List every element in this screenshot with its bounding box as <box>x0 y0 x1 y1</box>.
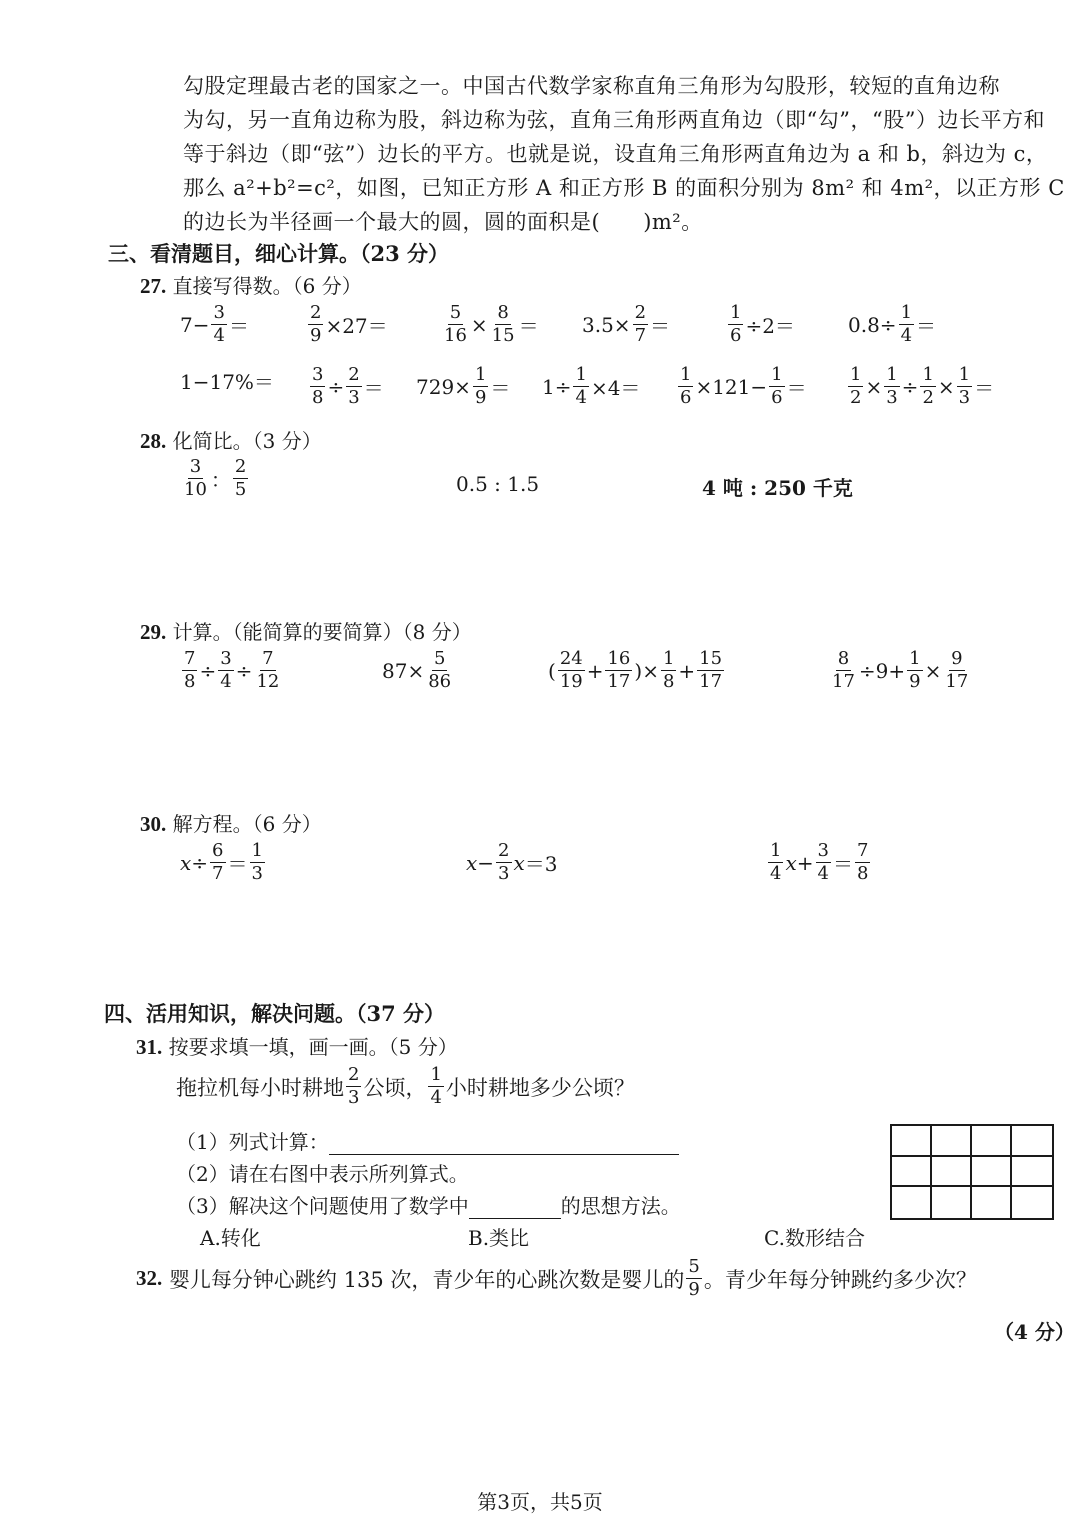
q28-number: 28. <box>140 429 167 453</box>
q27-expr-1: 7− $\frac{3}{4}$ ＝ <box>180 302 249 346</box>
q27-expr-11: $\frac{1}{6}$ ×121− $\frac{1}{6}$ ＝ <box>680 364 807 408</box>
q28-item-3: 4 吨 : 250 千克 <box>702 476 853 500</box>
intro-line-1: 勾股定理最古老的国家之一。中国古代数学家称直角三角形为勾股形，较短的直角边称 <box>183 74 1000 98</box>
q30-eq-3: $\frac{1}{4}$ x + $\frac{3}{4}$ ＝ $\frac{7}{8}$ <box>770 840 869 884</box>
q31-heading <box>136 1031 458 1060</box>
q30-heading <box>140 808 322 837</box>
q27-expr-5: $\frac{1}{6}$ ÷2＝ <box>730 302 795 346</box>
grid-cell <box>932 1157 972 1188</box>
grid-cell <box>892 1157 932 1188</box>
q27-expr-4: 3.5× $\frac{2}{7}$ ＝ <box>582 302 671 346</box>
intro-line-3: 等于斜边（即“弦”）边长的平方。也就是说，设直角三角形两直角边为 a 和 b，斜边为 c， <box>183 142 1048 166</box>
grid-cell <box>932 1126 972 1157</box>
q27-expr-12: $\frac{1}{2}$ × $\frac{1}{3}$ ÷ $\frac{1}{2}$ × $\frac{1}{3}$ ＝ <box>850 364 995 408</box>
q29-number: 29. <box>140 620 167 644</box>
intro-line-5: 的边长为半径画一个最大的圆，圆的面积是( )m²。 <box>183 210 703 234</box>
q27-number: 27. <box>140 274 167 298</box>
grid-cell <box>972 1157 1012 1188</box>
q27-expr-10: 1÷ $\frac{1}{4}$ ×4＝ <box>542 364 641 408</box>
q28-item-1: $\frac{3}{10}$ ： $\frac{2}{5}$ <box>184 456 247 500</box>
q29-title: 计算。（能简算的要简算）（8 分） <box>172 620 472 644</box>
q31-stem-b: 公顷， <box>363 1075 427 1100</box>
q27-expr-2: $\frac{2}{9}$ ×27＝ <box>310 302 388 346</box>
q29-expr-1: $\frac{7}{8}$ ÷ $\frac{3}{4}$ ÷ $\frac{7}{12}$ <box>184 648 280 692</box>
q32-text-b: 。青少年每分钟跳约多少次？ <box>703 1267 977 1292</box>
q31-stem-a: 拖拉机每小时耕地 <box>176 1075 344 1100</box>
q31-option-c[interactable]: C.数形结合 <box>764 1226 865 1250</box>
grid-cell <box>972 1126 1012 1157</box>
q32-score: （4 分） <box>994 1320 1075 1344</box>
q31-title: 按要求填一填，画一画。（5 分） <box>168 1035 458 1059</box>
q32-text-a: 婴儿每分钟心跳约 135 次，青少年的心跳次数是婴儿的 <box>168 1267 685 1292</box>
q31-option-b[interactable]: B.类比 <box>468 1226 530 1250</box>
grid-cell <box>1012 1187 1052 1218</box>
q30-eq-2: x − $\frac{2}{3}$ x ＝3 <box>466 840 558 884</box>
q27-expr-3: $\frac{5}{16}$ × $\frac{8}{15}$ ＝ <box>444 302 539 346</box>
q31-sub-1 <box>176 1126 679 1155</box>
q28-title: 化简比。（3 分） <box>172 429 322 453</box>
q31-sub-2: （2）请在右图中表示所列算式。 <box>176 1162 469 1186</box>
grid-cell <box>892 1126 932 1157</box>
grid-cell <box>1012 1157 1052 1188</box>
q31-option-a[interactable]: A.转化 <box>200 1226 261 1250</box>
q31-sub-1-label: （1）列式计算： <box>176 1130 329 1154</box>
q27-expr-7: 1−17%＝ <box>180 370 274 394</box>
q27-heading <box>140 270 362 299</box>
q28-heading <box>140 425 322 454</box>
grid-cell <box>892 1187 932 1218</box>
q32-number: 32. <box>136 1266 163 1290</box>
q30-number: 30. <box>140 812 167 836</box>
q27-expr-6: 0.8÷ $\frac{1}{4}$ ＝ <box>848 302 937 346</box>
q31-stem-c: 小时耕地多少公顷？ <box>445 1075 635 1100</box>
q31-sub-3-b: 的思想方法。 <box>560 1194 681 1218</box>
q31-sub-3 <box>176 1190 681 1219</box>
q29-expr-4: $\frac{8}{17}$ ÷9+ $\frac{1}{9}$ × $\frac{9}{17}$ <box>832 648 969 692</box>
q31-stem: 拖拉机每小时耕地 $\frac{2}{3}$ 公顷， $\frac{1}{4}$ 小时耕地多少公顷？ <box>176 1064 635 1108</box>
q31-method-blank[interactable] <box>469 1200 561 1219</box>
q31-grid-figure <box>890 1124 1054 1220</box>
q32-text: 32. 婴儿每分钟心跳约 135 次，青少年的心跳次数是婴儿的 $\frac{5}{9}$ 。青少年每分钟跳约多少次？ <box>136 1256 977 1300</box>
q29-heading <box>140 616 472 645</box>
q27-expr-8: $\frac{3}{8}$ ÷ $\frac{2}{3}$ ＝ <box>312 364 384 408</box>
grid-cell <box>1012 1126 1052 1157</box>
q27-expr-9: 729× $\frac{1}{9}$ ＝ <box>416 364 511 408</box>
q31-answer-line[interactable] <box>329 1136 679 1155</box>
section-3-title: 三、看清题目，细心计算。（23 分） <box>108 241 450 266</box>
q28-item-2: 0.5 : 1.5 <box>456 472 540 496</box>
intro-line-4: 那么 a²+b²=c²，如图，已知正方形 A 和正方形 B 的面积分别为 8m² 和 4m²，以正方形 C <box>183 176 1065 200</box>
q31-sub-3-a: （3）解决这个问题使用了数学中 <box>176 1194 469 1218</box>
q31-number: 31. <box>136 1035 163 1059</box>
intro-line-2: 为勾，另一直角边称为股，斜边称为弦，直角三角形两直角边（即“勾”，“股”）边长平方和 <box>183 108 1045 132</box>
page-footer: 第3页，共5页 <box>477 1490 603 1514</box>
q29-expr-3: ( $\frac{24}{19}$ + $\frac{16}{17}$ )× $\frac{1}{8}$ + $\frac{15}{17}$ <box>548 648 723 692</box>
grid-cell <box>972 1187 1012 1218</box>
section-4-title: 四、活用知识，解决问题。（37 分） <box>104 1001 446 1026</box>
q30-title: 解方程。（6 分） <box>172 812 322 836</box>
q30-eq-1: x ÷ $\frac{6}{7}$ ＝ $\frac{1}{3}$ <box>180 840 263 884</box>
grid-cell <box>932 1187 972 1218</box>
q29-expr-2: 87× $\frac{5}{86}$ <box>382 648 452 692</box>
q27-title: 直接写得数。（6 分） <box>172 274 362 298</box>
